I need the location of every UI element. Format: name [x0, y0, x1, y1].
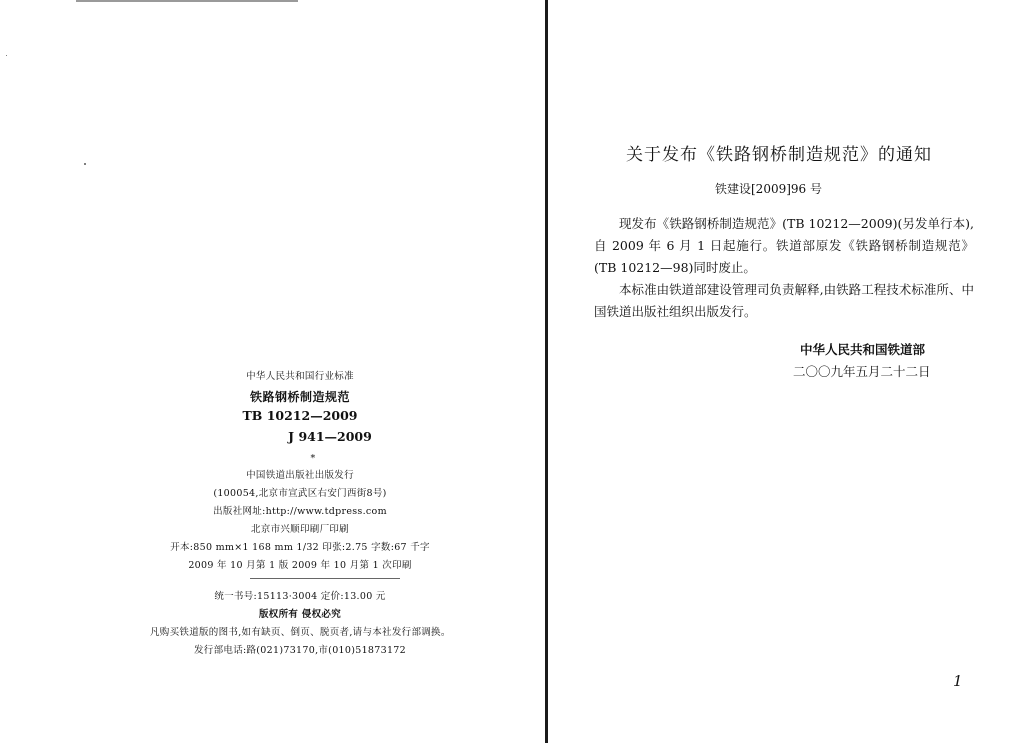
- notice-paragraph-2: 本标准由铁道部建设管理司负责解释,由铁路工程技术标准所、中国铁道出版社组织出版发行。: [594, 282, 974, 319]
- issue-date: 二〇〇九年五月二十二日: [793, 364, 931, 379]
- scan-speck: [84, 163, 86, 165]
- standard-category: 中华人民共和国行业标准: [246, 371, 354, 382]
- publisher-address: (100054,北京市宣武区右安门西街8号): [213, 488, 387, 499]
- standard-title: 铁路钢桥制造规范: [249, 390, 350, 404]
- page-number: 1: [953, 672, 963, 690]
- right-page: [550, 0, 1024, 743]
- standard-code-j: J 941—2009: [288, 429, 372, 444]
- printer: 北京市兴顺印刷厂印刷: [250, 524, 349, 535]
- edition-info: 2009 年 10 月第 1 版 2009 年 10 月第 1 次印刷: [188, 560, 412, 571]
- notice-title: 关于发布《铁路钢桥制造规范》的通知: [626, 145, 932, 165]
- sales-phone: 发行部电话:路(021)73170,市(010)51873172: [194, 645, 406, 656]
- colophon-divider: [250, 578, 400, 579]
- isbn-price: 统一书号:15113·3004 定价:13.00 元: [214, 591, 386, 602]
- document-number: 铁建设[2009]96 号: [715, 182, 822, 196]
- book-format: 开本:850 mm×1 168 mm 1/32 印张:2.75 字数:67 千字: [170, 542, 430, 553]
- standard-code-tb: TB 10212—2009: [242, 408, 358, 423]
- defect-exchange-notice: 凡购买铁道版的图书,如有缺页、倒页、脱页者,请与本社发行部调换。: [150, 627, 451, 638]
- notice-paragraph-1: 现发布《铁路钢桥制造规范》(TB 10212—2009)(另发单行本),自 2009 年 6 月 1 日起施行。铁道部原发《铁路钢桥制造规范》(TB 10212—98)同时废止。: [594, 216, 974, 275]
- scan-edge-strip: [76, 0, 298, 2]
- notice-body: [594, 213, 974, 323]
- scan-speck: [6, 55, 7, 56]
- publisher: 中国铁道出版社出版发行: [246, 470, 354, 481]
- book-spine: [545, 0, 548, 743]
- publisher-website: 出版社网址:http://www.tdpress.com: [213, 506, 387, 517]
- copyright-notice: 版权所有 侵权必究: [258, 609, 341, 620]
- separator-mark: *: [310, 453, 316, 464]
- issuing-authority: 中华人民共和国铁道部: [800, 342, 926, 357]
